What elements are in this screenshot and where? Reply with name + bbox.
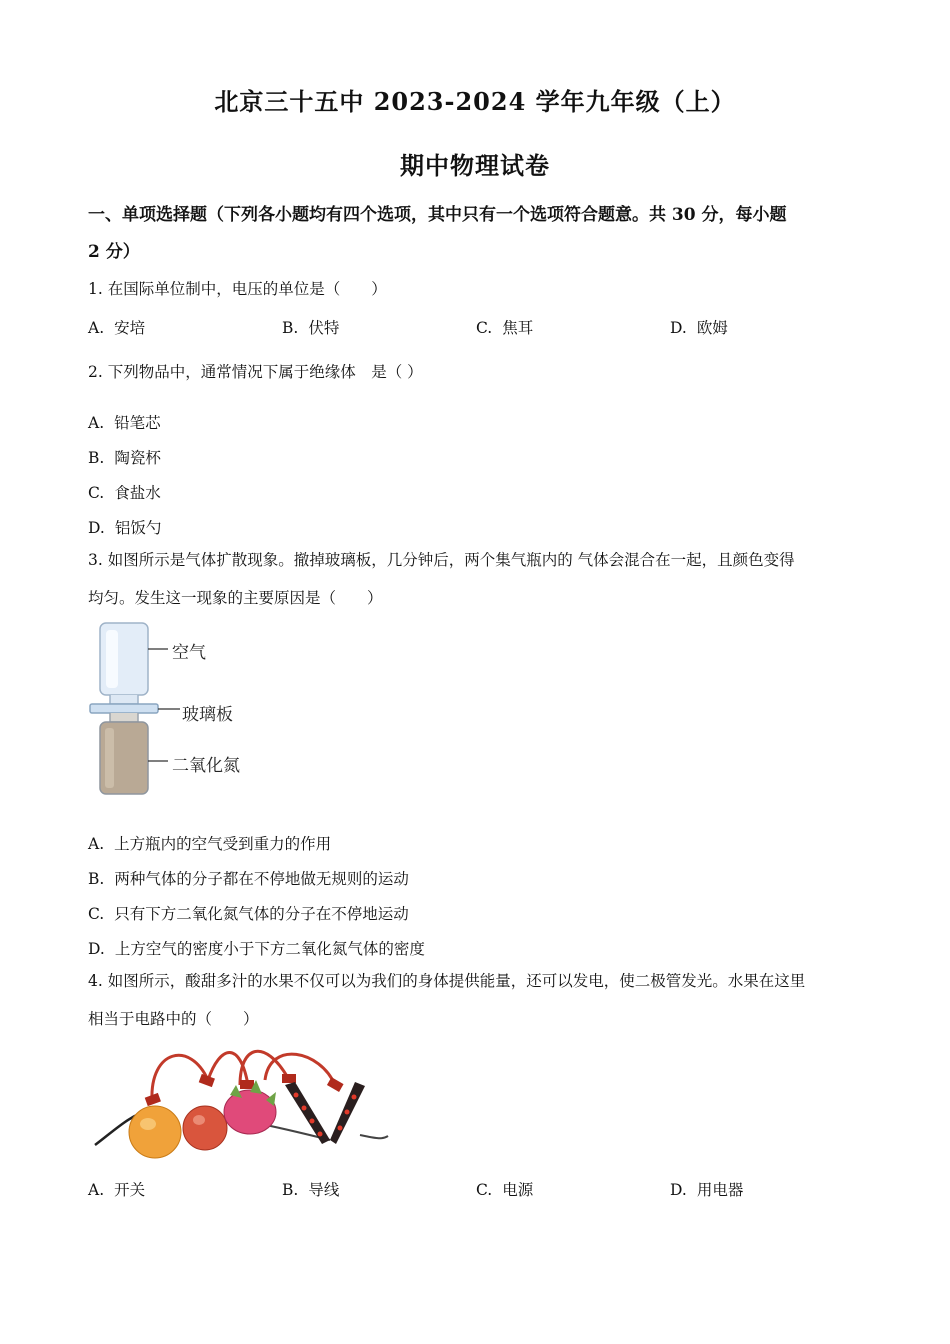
- question-2-option-d: D. 铝饭勺: [88, 519, 162, 537]
- question-2-option-c: C. 食盐水: [88, 484, 161, 502]
- question-4-stem-line1: 4. 如图所示，酸甜多汁的水果不仅可以为我们的身体提供能量，还可以发电，使二极管发光。水果在这里: [88, 972, 806, 990]
- question-1-option-d: D. 欧姆: [670, 319, 728, 337]
- question-1-option-b: B. 伏特: [282, 319, 340, 337]
- figure-label-air: 空气: [172, 643, 206, 663]
- question-3-option-d: D. 上方空气的密度小于下方二氧化氮气体的密度: [88, 940, 425, 958]
- question-3-stem-line1: 3. 如图所示是气体扩散现象。撤掉玻璃板，几分钟后，两个集气瓶内的 气体会混合在一起，且颜色变得: [88, 551, 795, 569]
- exam-title-line1: 北京三十五中 2023-2024 学年九年级（上）: [214, 87, 736, 116]
- orange: [129, 1106, 181, 1158]
- question-3-option-b: B. 两种气体的分子都在不停地做无规则的运动: [88, 870, 409, 888]
- question-3-option-a: A. 上方瓶内的空气受到重力的作用: [88, 835, 332, 853]
- question-3-option-c: C. 只有下方二氧化氮气体的分子在不停地运动: [88, 905, 409, 923]
- question-1-option-c: C. 焦耳: [476, 319, 534, 337]
- question-4-stem-line2: 相当于电路中的（ ）: [88, 1010, 259, 1028]
- figure-label-nitrogen-dioxide: 二氧化氮: [172, 756, 240, 776]
- fruit-battery-figure: [90, 1040, 390, 1165]
- tomato: [183, 1106, 227, 1150]
- question-4-option-a: A. 开关: [88, 1181, 146, 1199]
- question-2-option-a: A. 铅笔芯: [88, 414, 161, 432]
- question-1-stem: 1. 在国际单位制中，电压的单位是（ ）: [88, 280, 387, 298]
- question-4-option-d: D. 用电器: [670, 1181, 744, 1199]
- glass-plate: [90, 704, 158, 713]
- question-4-option-c: C. 电源: [476, 1181, 534, 1199]
- question-2-option-b: B. 陶瓷杯: [88, 449, 161, 467]
- exam-title-line2: 期中物理试卷: [400, 151, 550, 180]
- section-heading-line1: 一、单项选择题（下列各小题均有四个选项，其中只有一个选项符合题意。共 30 分，每小题: [88, 205, 787, 225]
- question-1-option-a: A. 安培: [88, 319, 146, 337]
- figure-label-glass-plate: 玻璃板: [182, 705, 233, 725]
- question-2-stem: 2. 下列物品中，通常情况下属于绝缘体 是（ ）: [88, 363, 423, 381]
- question-3-stem-line2: 均匀。发生这一现象的主要原因是（ ）: [88, 589, 383, 607]
- section-heading-line2: 2 分）: [88, 242, 140, 262]
- question-4-option-b: B. 导线: [282, 1181, 340, 1199]
- dragon-fruit: [224, 1090, 276, 1134]
